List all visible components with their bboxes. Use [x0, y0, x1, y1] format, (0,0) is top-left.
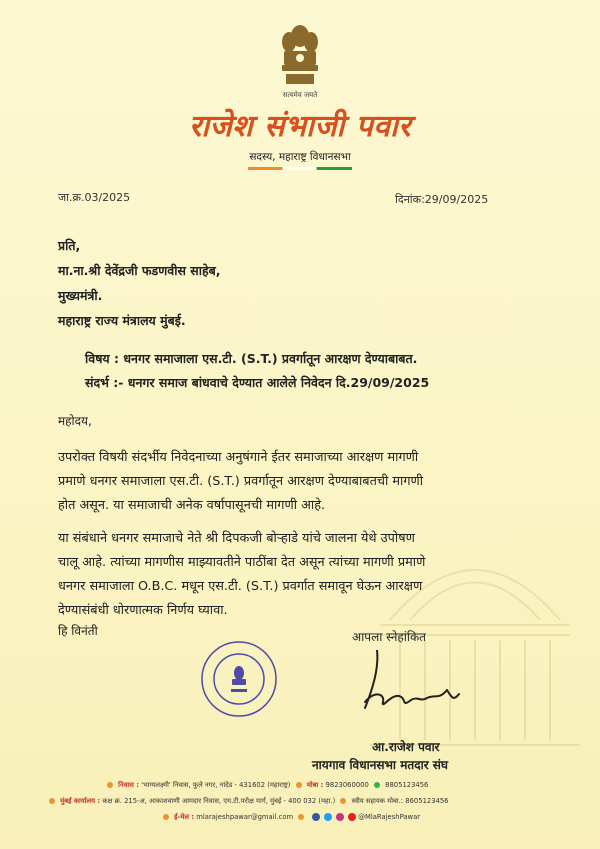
handwritten-signature — [355, 650, 475, 720]
tricolor-underline — [248, 167, 352, 170]
whatsapp-icon — [374, 782, 380, 788]
bullet-icon — [298, 814, 304, 820]
bullet-icon — [296, 782, 302, 788]
addressee-name: मा.ना.श्री देवेंद्रजी फडणवीस साहेब, — [58, 263, 221, 278]
addressee-to: प्रति, — [58, 238, 81, 253]
footer-contact — [160, 812, 420, 821]
emblem-motto: सत्यमेव जयते — [282, 91, 318, 99]
addressee-title: मुख्यमंत्री. — [58, 288, 103, 303]
paragraph2-line: या संबंधाने धनगर समाजाचे नेते श्री दिपकजी बोऱ्हाडे यांचे जालना येथे उपोषण — [58, 531, 415, 546]
footer-residence-text: 'भाग्यलक्ष्मी' निवास, फुले नगर, नांदेड - 431602 (महाराष्ट्र) — [141, 781, 291, 789]
bullet-icon — [163, 814, 169, 820]
bullet-icon — [340, 798, 346, 804]
paragraph1-line: उपरोक्त विषयी संदर्भीय निवेदनाच्या अनुषंगाने ईतर समाजाच्या आरक्षण मागणी — [58, 450, 419, 465]
reference-number: जा.क्र.03/2025 — [58, 191, 131, 204]
reference-line: संदर्भ :- धनगर समाज बांधवाचे देण्यात आलेले निवेदन दि.29/09/2025 — [85, 375, 430, 390]
paragraph1-line: होत असून. या समाजाची अनेक वर्षापासूनची मागणी आहे. — [58, 498, 326, 513]
footer-assistant-label: स्वीय सहायक मोबा.: — [351, 797, 404, 805]
salutation: महोदय, — [58, 414, 92, 428]
footer-mobile: 9823060000 — [325, 781, 369, 789]
paragraph1-line: प्रमाणे धनगर समाजाला एस.टी. (S.T.) प्रवर्गातून आरक्षण देण्याबाबतची मागणी — [58, 474, 424, 489]
bullet-icon — [49, 798, 55, 804]
footer-mumbai-text: कक्ष क्र. 215-अ, आकाशवाणी आमदार निवास, एम.टी.परोक्ष मार्ग, मुंबई - 400 032 (महा.) — [102, 797, 336, 805]
footer-assistant: 8605123456 — [405, 797, 449, 805]
signatory-constituency: नायगाव विधानसभा मतदार संघ — [312, 758, 448, 772]
footer-residence — [104, 780, 428, 789]
instagram-icon — [336, 813, 344, 821]
signatory-name: आ.राजेश पवार — [372, 740, 440, 754]
twitter-icon — [324, 813, 332, 821]
footer-social-handle: @MlaRajeshPawar — [358, 813, 421, 821]
footer-mobile-label: मोबा : — [306, 781, 324, 789]
regards-line: आपला स्नेहांकित — [352, 630, 427, 644]
paragraph2-line: देण्यासंबंधी धोरणात्मक निर्णय घ्यावा. — [58, 603, 228, 618]
footer-email: mlarajeshpawar@gmail.com — [196, 813, 294, 821]
addressee-office: महाराष्ट्र राज्य मंत्रालय मुंबई. — [58, 313, 186, 328]
youtube-icon — [348, 813, 356, 821]
letterhead-designation: सदस्य, महाराष्ट्र विधानसभा — [249, 151, 351, 163]
office-stamp-icon — [200, 640, 278, 718]
facebook-icon — [312, 813, 320, 821]
subject-line: विषय : धनगर समाजाला एस.टी. (S.T.) प्रवर्गातून आरक्षण देण्याबाबत. — [85, 351, 418, 366]
national-emblem-icon — [272, 18, 328, 90]
letter-date: दिनांक:29/09/2025 — [395, 193, 489, 206]
letterhead-name: राजेश संभाजी पवार — [188, 109, 412, 144]
footer-email-label: ई-मेल : — [174, 813, 195, 821]
footer-whatsapp: 8805123456 — [385, 781, 429, 789]
paragraph2-line: चालू आहे. त्यांच्या मागणीस माझ्यावतीने पाठींबा देत असून त्यांच्या मागणी प्रमाणे — [58, 555, 426, 570]
footer-mumbai — [46, 796, 449, 805]
footer-residence-label: निवास : — [118, 781, 139, 789]
footer-mumbai-label: मुंबई कार्यालय : — [60, 797, 101, 805]
closing-line: हि विनंती — [58, 624, 98, 638]
bullet-icon — [107, 782, 113, 788]
paragraph2-line: धनगर समाजाला O.B.C. मधून एस.टी. (S.T.) प्रवर्गात समावून घेऊन आरक्षण — [58, 579, 423, 594]
